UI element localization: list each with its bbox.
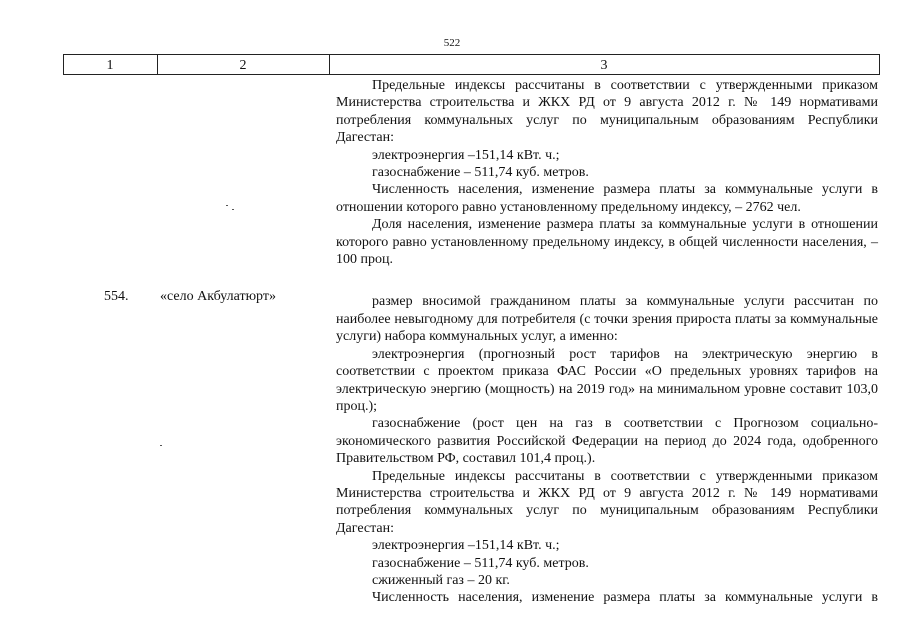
table-top-border [63, 54, 880, 55]
scan-speck [226, 205, 228, 206]
table-header-bottom-border [63, 74, 880, 75]
scan-speck [160, 445, 162, 446]
paragraph: Предельные индексы рассчитаны в соответствии с утвержденными приказом Министерства строительства и ЖКХ РД от 9 августа 2012 г. № 149 нормативами потребления коммунальных услуг по муниципальным образованиям Республики Дагестан: [336, 78, 878, 146]
paragraph: сжиженный газ – 20 кг. [372, 572, 510, 588]
column-header-2: 2 [239, 58, 247, 73]
column-header-3: 3 [600, 58, 608, 73]
paragraph: размер вносимой гражданином платы за коммунальные услуги рассчитан по наиболее невыгодному для потребителя (с точки зрения прироста платы за коммунальные услуги) набора коммунальных услуг, а именно: [336, 294, 878, 345]
paragraph: газоснабжение – 511,74 куб. метров. [372, 165, 589, 181]
row-number: 554. [104, 289, 129, 304]
paragraph: электроэнергия (прогнозный рост тарифов на электрическую энергию в соответствии с проектом приказа ФАС России «О предельных уровнях тарифов на электрическую энергию (мощность) на 2019 год» на минимальном уровне составит 103,0 проц.); [336, 346, 878, 414]
page-number: 522 [443, 37, 461, 49]
row-settlement-name: «село Акбулатюрт» [160, 289, 276, 304]
paragraph: Численность населения, изменение размера платы за коммунальные услуги в отношении которого равно установленному предельному индексу, – 2762 чел. [336, 182, 878, 215]
paragraph: Численность населения, изменение размера платы за коммунальные услуги в [372, 590, 878, 606]
paragraph: Доля населения, изменение размера платы за коммунальные услуги в отношении которого равно установленному предельному индексу, в общей численности населения, – 100 проц. [336, 217, 878, 268]
table-right-border [879, 54, 880, 75]
paragraph: газоснабжение – 511,74 куб. метров. [372, 555, 589, 571]
column-3-content [336, 77, 878, 607]
scan-speck [232, 209, 234, 210]
paragraph: электроэнергия –151,14 кВт. ч.; [372, 147, 560, 163]
paragraph: Предельные индексы рассчитаны в соответствии с утвержденными приказом Министерства строительства и ЖКХ РД от 9 августа 2012 г. № 149 нормативами потребления коммунальных услуг по муниципальным образованиям Республики Дагестан: [336, 468, 878, 536]
column-header-1: 1 [106, 58, 114, 73]
paragraph: электроэнергия –151,14 кВт. ч.; [372, 538, 560, 554]
paragraph: газоснабжение (рост цен на газ в соответствии с Прогнозом социально-экономического развития Российской Федерации на период до 2024 года, одобренного Правительством РФ, составил 101,4 проц.). [336, 416, 878, 467]
